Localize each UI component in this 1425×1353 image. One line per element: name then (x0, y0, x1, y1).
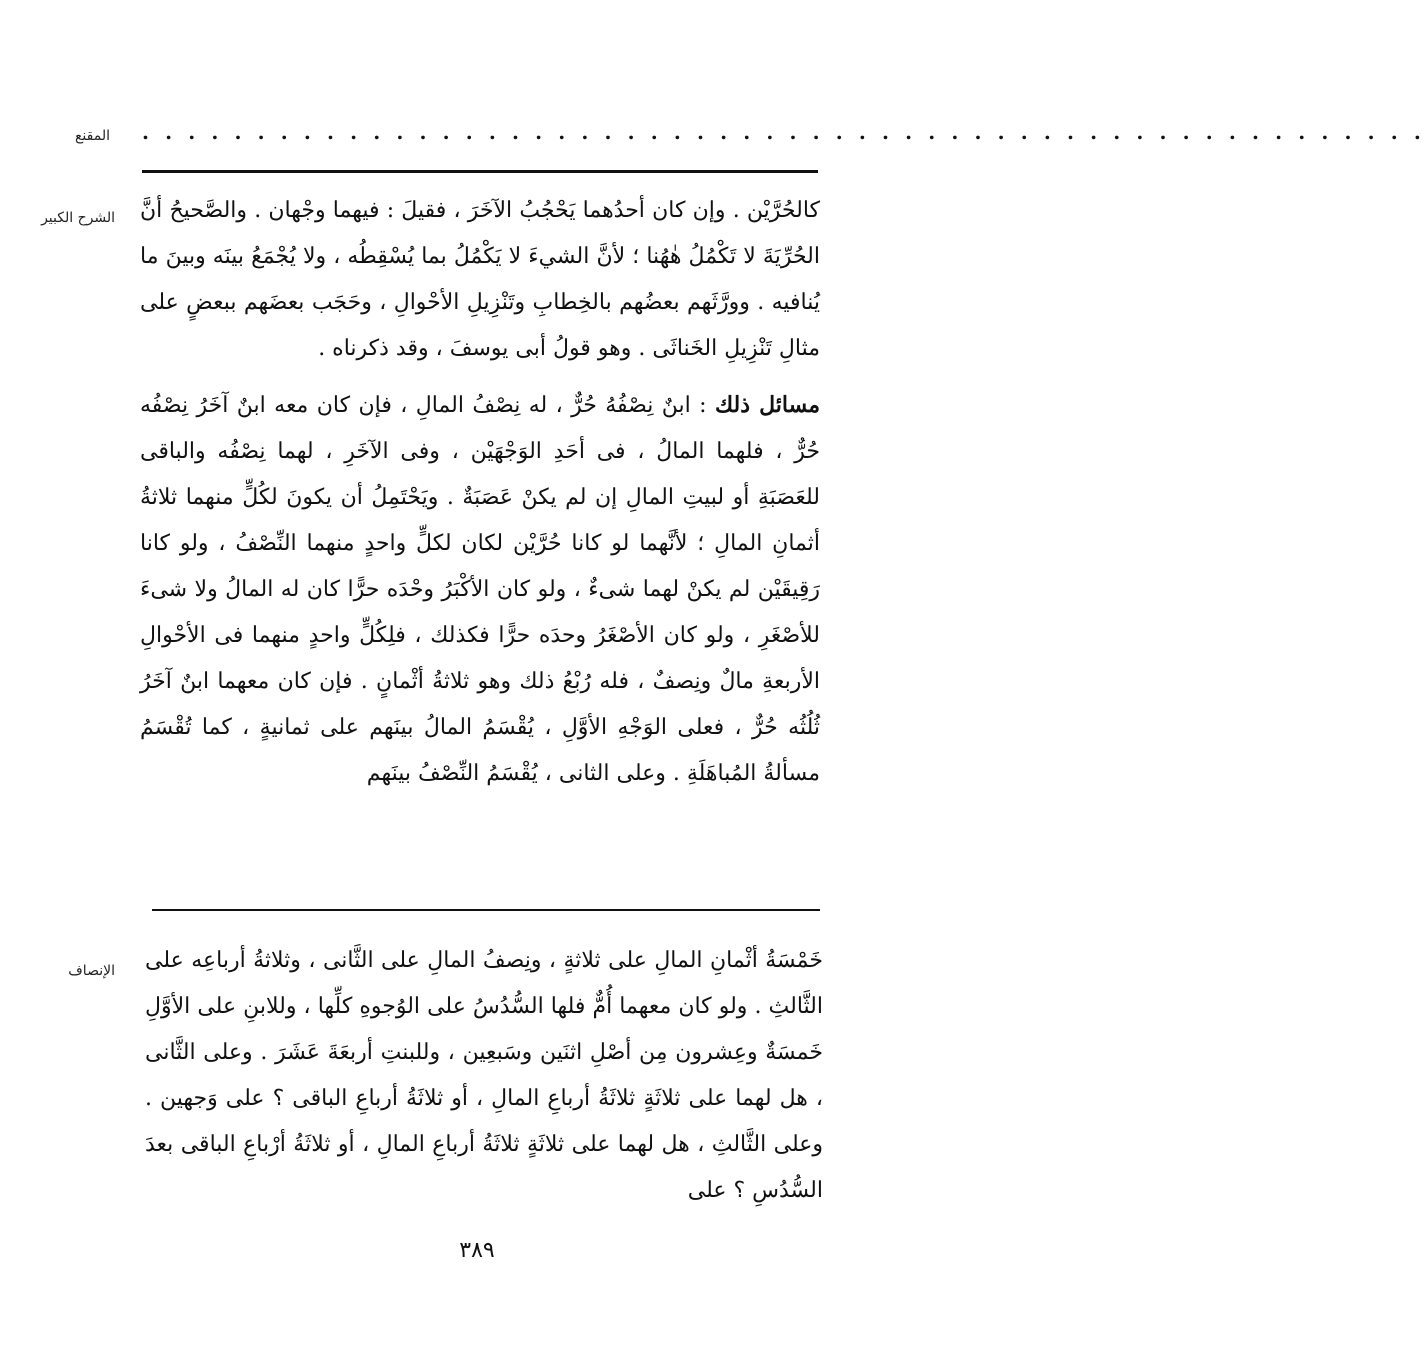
page-number: ٣٨٩ (459, 1238, 495, 1263)
running-title: المقنع (74, 128, 110, 144)
insaf-paragraph-1: خَمْسَةُ أثْمانِ المالِ على ثلاثةٍ ، ونِصفُ المالِ على الثَّانى ، وثلاثةُ أرباعِه على الثَّالثِ . ولو كان معهما أُمٌّ فلها السُّدُسُ على الوُجوهِ كلِّها ، وللابنِ على الأوَّلِ خَمسَةٌ وعِشرون مِن أصْلِ اثنَين وسَبعِين ، وللبنتِ أربعَةَ عَشَرَ . وعلى الثَّانى ، هل لهما على ثلاثَةٍ ثلاثَةُ أرباعِ المالِ ، أو ثلاثَةُ أرباعِ الباقى ؟ على وَجهين . وعلى الثَّالثِ ، هل لهما على ثلاثَةٍ ثلاثَةُ أرباعِ المالِ ، أو ثلاثَةُ أرْباعِ الباقى بعدَ السُّدُسِ ؟ على (145, 948, 823, 1203)
masail-heading: مسائل ذلك (714, 392, 820, 418)
sharh-text-block (140, 188, 820, 797)
sharh-paragraph-1: كالحُرَّيْن . وإن كان أحدُهما يَحْجُبُ الآخَرَ ، فقيلَ : فيهما وجْهان . والصَّحيحُ أنَّ الحُرِّيَةَ لا تَكْمُلُ هٰهُنا ؛ لأنَّ الشيءَ لا يَكْمُلُ بما يُسْقِطُه ، ولا يُجْمَعُ بينَه وبينَ ما يُنافيه . وورَّثَهم بعضُهم بالخِطابِ وتَنْزِيلِ الأحْوالِ ، وحَجَب بعضَهم ببعضٍ على مثالِ تَنْزِيلِ الخَناثَى . وهو قولُ أبى يوسفَ ، وقد ذكرناه . (140, 198, 820, 361)
sharh-paragraph-2 (140, 382, 820, 797)
sharh-paragraph-2-body: : ابنٌ نِصْفُهُ حُرٌّ ، له نِصْفُ المالِ ، فإن كان معه ابنٌ آخَرُ نِصْفُه حُرٌّ ، فلهما المالُ ، فى أحَدِ الوَجْهَيْن ، وفى الآخَرِ ، لهما نِصْفُه والباقى للعَصَبَةِ أو لبيتِ المالِ إن لم يكنْ عَصَبَةٌ . ويَحْتَمِلُ أن يكونَ لكُلٍّ منهما ثلاثةُ أثمانِ المالِ ؛ لأنَّهما لو كانا حُرَّيْن لكان لكلٍّ واحدٍ منهما النِّصْفُ ، ولو كانا رَقِيقَيْن لم يكنْ لهما شىءٌ ، ولو كان الأكْبَرُ وحْدَه حرًّا كان له المالُ ولا شىءَ للأصْغَرِ ، ولو كان الأصْغَرُ وحدَه حرًّا فكذلك ، فلِكُلٍّ واحدٍ منهما فى الأحْوالِ الأربعةِ مالٌ ونِصفٌ ، فله رُبْعُ ذلك وهو ثلاثةُ أثْمانٍ . فإن كان معهما ابنٌ آخَرُ ثُلُثُه حُرٌّ ، فعلى الوَجْهِ الأوَّلِ ، يُقْسَمُ المالُ بينَهم على ثمانيةٍ ، كما تُقْسَمُ مسألةُ المُباهَلَةِ . وعلى الثانى ، يُقْسَمُ النِّصْفُ بينَهم (140, 393, 820, 786)
header-dotted-leader: . . . . . . . . . . . . . . . . . . . . . . . . . . . . . . . . . . . . . . . . . . . . . . . . . . . . . . . . (142, 120, 1425, 144)
insaf-text-block (145, 938, 823, 1214)
header-rule (142, 170, 818, 173)
sharh-section-label: الشرح الكبير (41, 210, 115, 226)
insaf-section-label: الإنصاف (68, 963, 115, 979)
section-divider (152, 909, 820, 911)
